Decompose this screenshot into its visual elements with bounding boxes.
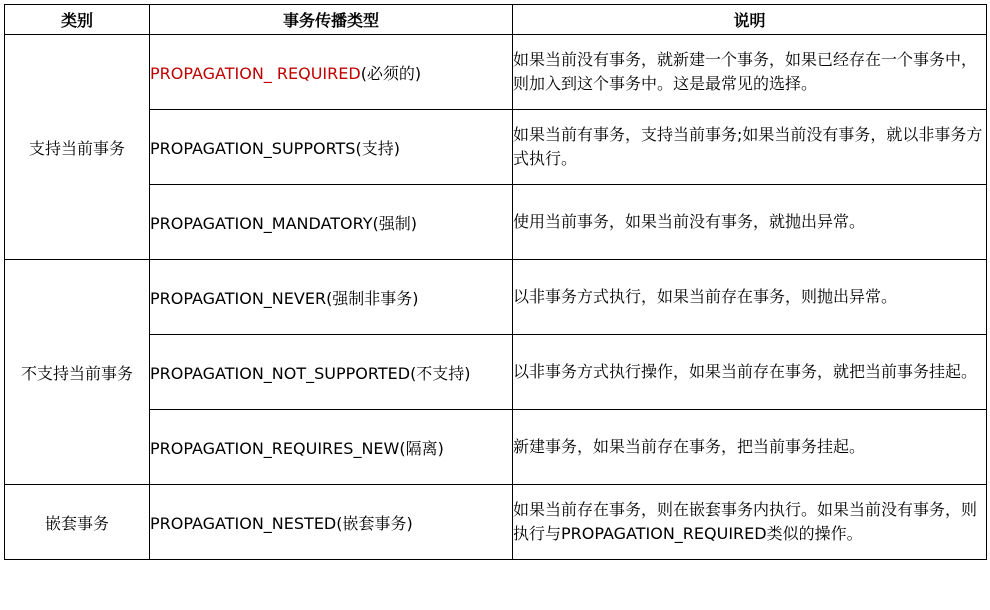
category-support: 支持当前事务	[5, 35, 150, 260]
type-name: PROPAGATION_NESTED	[150, 513, 337, 533]
type-cell	[150, 410, 513, 485]
table-row	[5, 410, 987, 485]
type-name: PROPAGATION_REQUIRES_NEW	[150, 438, 400, 458]
type-cell	[150, 335, 513, 410]
table-row	[5, 35, 987, 110]
description-cell: 使用当前事务，如果当前没有事务，就抛出异常。	[513, 185, 987, 260]
type-name: PROPAGATION_SUPPORTS	[150, 138, 356, 158]
table-row	[5, 110, 987, 185]
description-cell: 如果当前有事务，支持当前事务;如果当前没有事务，就以非事务方式执行。	[513, 110, 987, 185]
header-row	[5, 5, 987, 35]
type-suffix: (必须的)	[360, 63, 422, 83]
header-description: 说明	[513, 5, 987, 35]
type-cell	[150, 485, 513, 560]
table-row	[5, 260, 987, 335]
type-cell	[150, 185, 513, 260]
type-suffix: (嵌套事务)	[336, 513, 413, 533]
description-cell: 以非事务方式执行操作，如果当前存在事务，就把当前事务挂起。	[513, 335, 987, 410]
type-cell	[150, 35, 513, 110]
description-cell: 如果当前没有事务，就新建一个事务，如果已经存在一个事务中，则加入到这个事务中。这是最常见的选择。	[513, 35, 987, 110]
description-cell: 以非事务方式执行，如果当前存在事务，则抛出异常。	[513, 260, 987, 335]
header-category: 类别	[5, 5, 150, 35]
type-name: PROPAGATION_NEVER	[150, 288, 327, 308]
category-nested: 嵌套事务	[5, 485, 150, 560]
type-suffix: (支持)	[355, 138, 400, 158]
type-name: PROPAGATION_NOT_SUPPORTED	[150, 363, 411, 383]
table-row	[5, 185, 987, 260]
type-name: PROPAGATION_ REQUIRED	[150, 63, 361, 83]
type-cell	[150, 260, 513, 335]
type-name: PROPAGATION_MANDATORY	[150, 213, 373, 233]
category-no-support: 不支持当前事务	[5, 260, 150, 485]
description-cell: 新建事务，如果当前存在事务，把当前事务挂起。	[513, 410, 987, 485]
table-row	[5, 485, 987, 560]
type-cell	[150, 110, 513, 185]
type-suffix: (强制非事务)	[326, 288, 419, 308]
type-suffix: (不支持)	[410, 363, 471, 383]
propagation-table	[4, 4, 987, 560]
type-suffix: (隔离)	[399, 438, 444, 458]
header-type: 事务传播类型	[150, 5, 513, 35]
description-cell: 如果当前存在事务，则在嵌套事务内执行。如果当前没有事务，则执行与PROPAGATION_REQUIRED类似的操作。	[513, 485, 987, 560]
type-suffix: (强制)	[372, 213, 417, 233]
table-row	[5, 335, 987, 410]
